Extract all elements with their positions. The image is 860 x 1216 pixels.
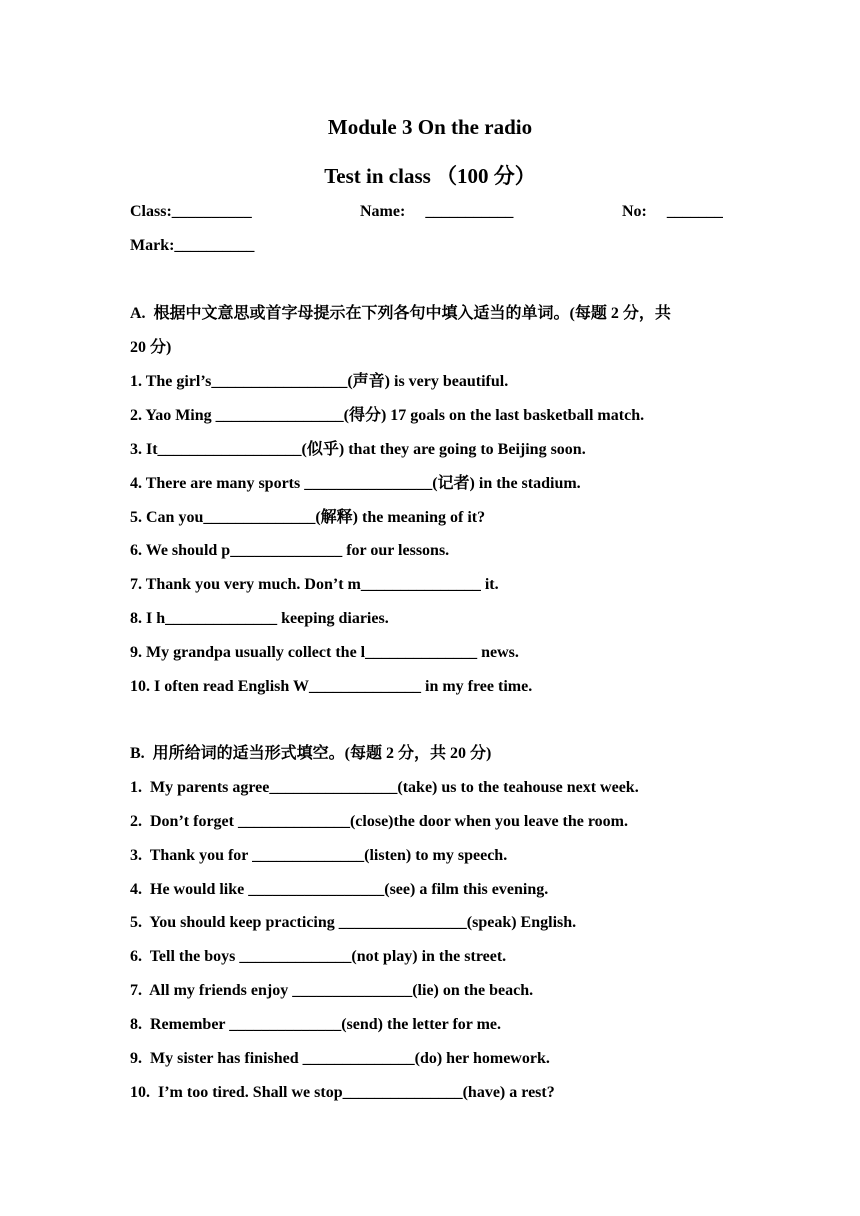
section-a-item: 4. There are many sports ________________(记者) in the stadium. [130, 475, 581, 492]
section-b-instruction: B. 用所给词的适当形式填空。(每题 2 分，共 20 分) [130, 745, 492, 762]
number-field: No: _______ [622, 203, 723, 220]
section-a-instruction: A. 根据中文意思或首字母提示在下列各句中填入适当的单词。(每题 2 分，共 [130, 305, 671, 322]
section-a-item: 7. Thank you very much. Don’t m_______________ it. [130, 576, 499, 593]
page-title: Module 3 On the radio [327, 115, 533, 139]
section-a-item: 8. I h______________ keeping diaries. [130, 610, 389, 627]
section-b-item: 5. You should keep practicing ________________(speak) English. [130, 914, 577, 931]
section-a-item: 6. We should p______________ for our lessons. [130, 542, 450, 559]
section-b-item: 2. Don’t forget ______________(close)the door when you leave the room. [130, 813, 629, 830]
section-a-item: 10. I often read English W______________ in my free time. [130, 678, 533, 695]
section-b-item: 3. Thank you for ______________(listen) to my speech. [130, 847, 508, 864]
section-b-item: 4. He would like _________________(see) a film this evening. [130, 881, 549, 898]
section-a-item: 1. The girl’s_________________(声音) is very beautiful. [130, 373, 509, 390]
class-field: Class:__________ [130, 203, 252, 220]
name-field: Name: ___________ [360, 203, 514, 220]
mark-field: Mark:__________ [130, 237, 255, 254]
section-b-item: 6. Tell the boys ______________(not play) in the street. [130, 948, 507, 965]
section-a-item: 5. Can you______________(解释) the meaning of it? [130, 509, 486, 526]
section-b-item: 8. Remember ______________(send) the letter for me. [130, 1016, 502, 1033]
section-a-item: 2. Yao Ming ________________(得分) 17 goals on the last basketball match. [130, 407, 645, 424]
section-b-item: 10. I’m too tired. Shall we stop_______________(have) a rest? [130, 1084, 555, 1101]
section-a-item: 9. My grandpa usually collect the l______________ news. [130, 644, 519, 661]
section-b-item: 1. My parents agree________________(take) us to the teahouse next week. [130, 779, 639, 796]
section-b-item: 7. All my friends enjoy _______________(lie) on the beach. [130, 982, 534, 999]
section-a-item: 3. It__________________(似乎) that they are going to Beijing soon. [130, 441, 586, 458]
section-a-instruction-cont: 20 分) [130, 339, 172, 356]
section-b-item: 9. My sister has finished ______________(do) her homework. [130, 1050, 550, 1067]
page-subtitle: Test in class （100 分） [324, 164, 536, 188]
